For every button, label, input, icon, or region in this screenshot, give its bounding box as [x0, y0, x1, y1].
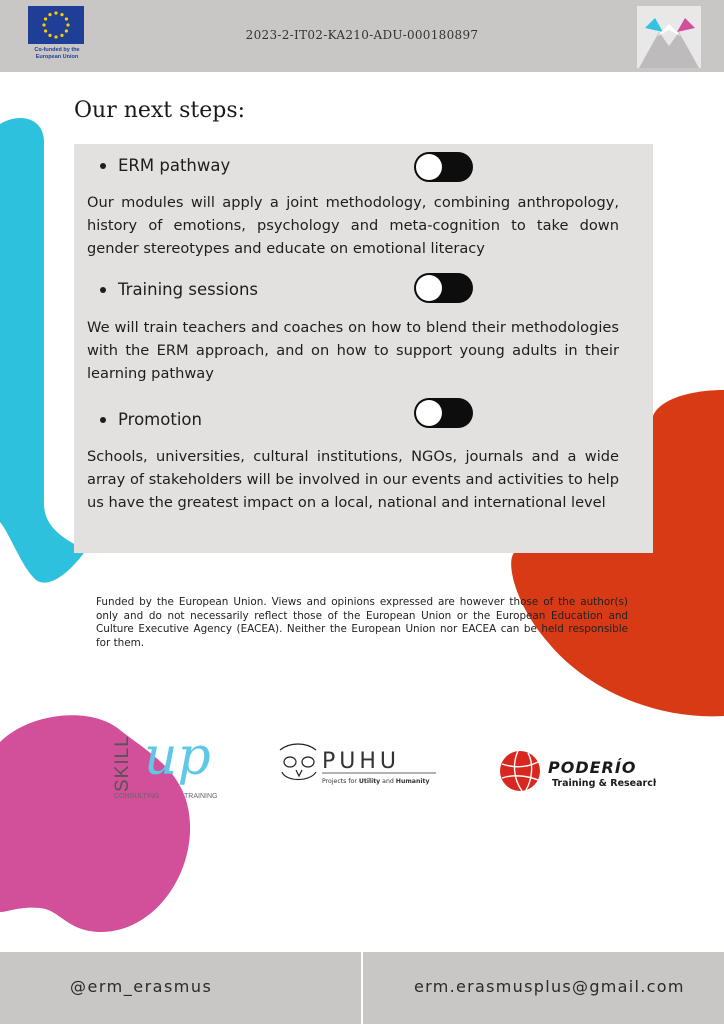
- bullet-dot: [100, 287, 106, 293]
- step-description: Schools, universities, cultural institutions, NGOs, journals and a wide array of stakeholders will be involved in our events and activities to help us have the greatest impact on a local, national and international level: [87, 448, 619, 511]
- toggle-switch[interactable]: [414, 398, 473, 428]
- toggle-knob: [416, 400, 442, 426]
- project-code: 2023-2-IT02-KA210-ADU-000180897: [245, 28, 479, 42]
- basketball-icon: [500, 751, 540, 791]
- step-heading: [100, 280, 258, 299]
- puhu-logo: [276, 736, 438, 792]
- instagram-handle[interactable]: @erm_erasmus: [70, 977, 213, 996]
- puhu-tagline: Projects for Utility and Humanity: [322, 778, 430, 785]
- bullet-dot: [100, 163, 106, 169]
- step-heading: [100, 156, 230, 175]
- footer-divider: [361, 952, 363, 1024]
- step-description: We will train teachers and coaches on how to blend their methodologies with the ERM approach, and on how to support young adults in their learning pathway: [87, 319, 619, 382]
- toggle-switch[interactable]: [414, 152, 473, 182]
- header-bar: [0, 0, 724, 72]
- erm-logo-icon: [637, 6, 701, 68]
- skillup-sub1: CONSULTING: [114, 793, 160, 800]
- bullet-dot: [100, 417, 106, 423]
- eu-caption: Co-funded by the European Union: [34, 47, 80, 60]
- steps-panel: [74, 144, 653, 553]
- puhu-name: PUHU: [322, 749, 401, 774]
- step-heading-label: Training sessions: [118, 280, 259, 299]
- skillup-word2: up: [144, 727, 211, 787]
- poderio-logo: [496, 746, 656, 796]
- step-heading-label: Promotion: [118, 410, 202, 429]
- owl-icon: [280, 744, 316, 780]
- poderio-name: PODERÍO: [548, 758, 637, 777]
- skillup-logo: [114, 724, 232, 804]
- step-heading-label: ERM pathway: [118, 156, 231, 175]
- footer-bar: [0, 952, 724, 1024]
- skillup-word1: SKILL: [114, 735, 133, 792]
- toggle-knob: [416, 275, 442, 301]
- contact-email[interactable]: erm.erasmusplus@gmail.com: [414, 977, 685, 996]
- toggle-switch[interactable]: [414, 273, 473, 303]
- skillup-sub2: TRAINING: [184, 793, 218, 800]
- funding-disclaimer: Funded by the European Union. Views and opinions expressed are however those of the author(s) only and do not necessarily reflect those of the European Union or the European Education and Culture Executive Agency (EACEA). Neither the European Union nor EACEA can be held responsible for them.: [96, 596, 628, 649]
- page-title: Our next steps:: [74, 98, 246, 123]
- step-description: Our modules will apply a joint methodology, combining anthropology, history of emotions, psychology and meta-cognition to take down gender stereotypes and educate on emotional literacy: [87, 194, 619, 257]
- poderio-tagline: Training & Research: [552, 778, 656, 789]
- step-heading: [100, 410, 202, 429]
- toggle-knob: [416, 154, 442, 180]
